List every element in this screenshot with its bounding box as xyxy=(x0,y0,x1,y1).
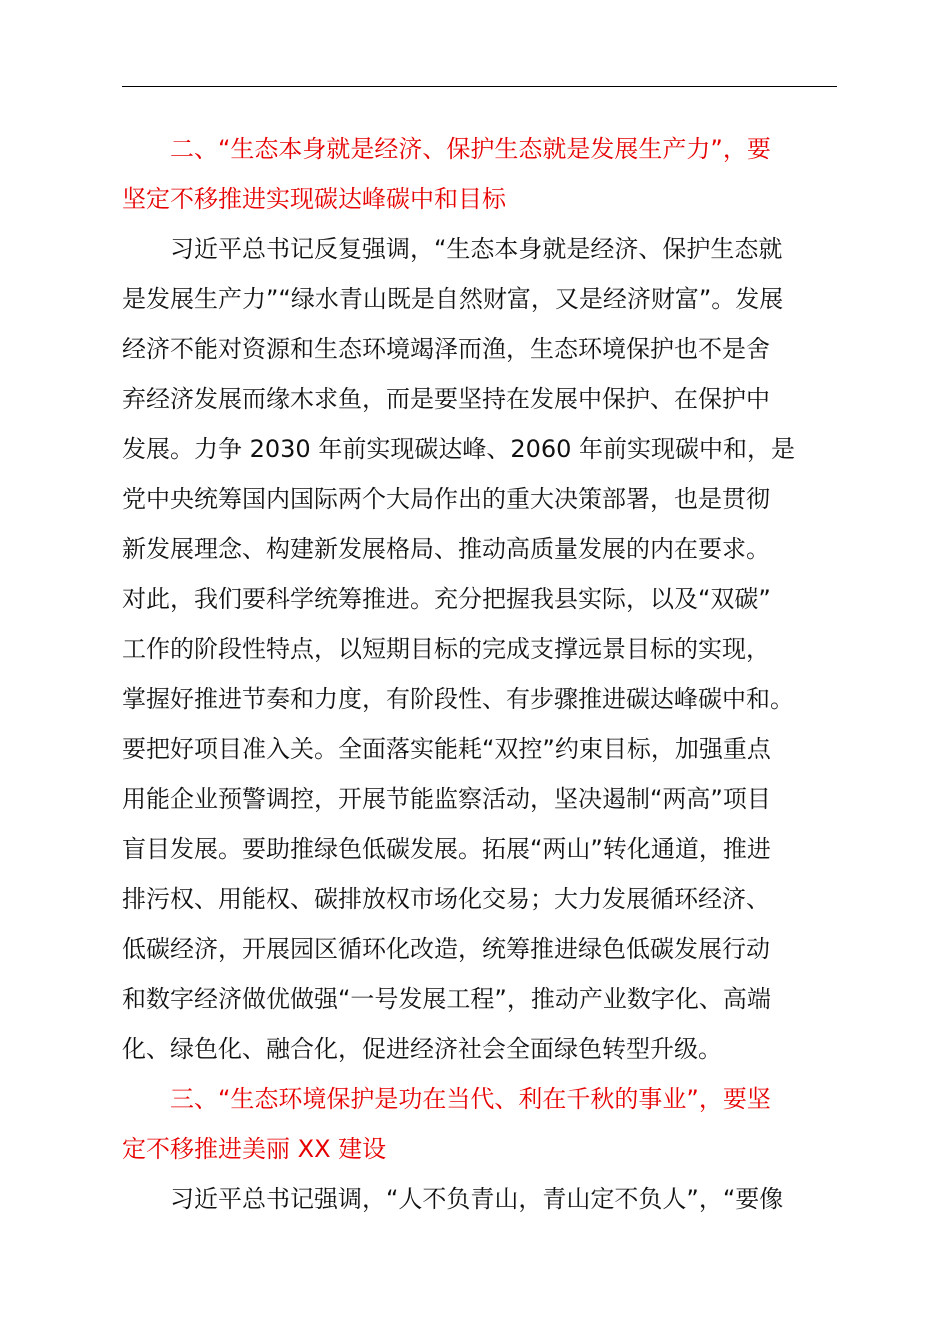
section-2-heading-line-2: 坚定不移推进实现碳达峰碳中和目标 xyxy=(122,185,506,213)
paragraph-line: 弃经济发展而缘木求鱼，而是要坚持在发展中保护、在保护中 xyxy=(122,385,770,413)
paragraph-line: 排污权、用能权、碳排放权市场化交易；大力发展循环经济、 xyxy=(122,885,770,913)
document-body xyxy=(122,124,842,1224)
paragraph-line: 习近平总书记反复强调，“生态本身就是经济、保护生态就 xyxy=(170,235,783,263)
paragraph-line: 新发展理念、构建新发展格局、推动高质量发展的内在要求。 xyxy=(122,535,770,563)
section-3-heading-line-1: 三、“生态环境保护是功在当代、利在千秋的事业”，要坚 xyxy=(170,1085,771,1113)
paragraph-line: 用能企业预警调控，开展节能监察活动，坚决遏制“两高”项目 xyxy=(122,785,771,813)
paragraph-line: 低碳经济，开展园区循环化改造，统筹推进绿色低碳发展行动 xyxy=(122,935,770,963)
paragraph-line: 盲目发展。要助推绿色低碳发展。拓展“两山”转化通道，推进 xyxy=(122,835,771,863)
paragraph-line: 掌握好推进节奏和力度，有阶段性、有步骤推进碳达峰碳中和。 xyxy=(122,685,794,713)
paragraph-line: 化、绿色化、融合化，促进经济社会全面绿色转型升级。 xyxy=(122,1035,722,1063)
section-3-heading-line-2: 定不移推进美丽 XX 建设 xyxy=(122,1135,387,1163)
paragraph-line: 是发展生产力”“绿水青山既是自然财富，又是经济财富”。发展 xyxy=(122,285,784,313)
paragraph-line: 对此，我们要科学统筹推进。充分把握我县实际，以及“双碳” xyxy=(122,585,771,613)
paragraph-line: 工作的阶段性特点，以短期目标的完成支撑远景目标的实现， xyxy=(122,635,770,663)
paragraph-line: 党中央统筹国内国际两个大局作出的重大决策部署，也是贯彻 xyxy=(122,485,770,513)
paragraph-line: 要把好项目准入关。全面落实能耗“双控”约束目标，加强重点 xyxy=(122,735,771,763)
section-2-heading-line-1: 二、“生态本身就是经济、保护生态就是发展生产力”，要 xyxy=(170,135,771,163)
paragraph-line: 发展。力争 2030 年前实现碳达峰、2060 年前实现碳中和，是 xyxy=(122,435,796,463)
paragraph-line: 习近平总书记强调，“人不负青山，青山定不负人”，“要像 xyxy=(170,1185,784,1213)
header-rule xyxy=(122,86,837,87)
paragraph-line: 和数字经济做优做强“一号发展工程”，推动产业数字化、高端 xyxy=(122,985,771,1013)
paragraph-line: 经济不能对资源和生态环境竭泽而渔，生态环境保护也不是舍 xyxy=(122,335,770,363)
